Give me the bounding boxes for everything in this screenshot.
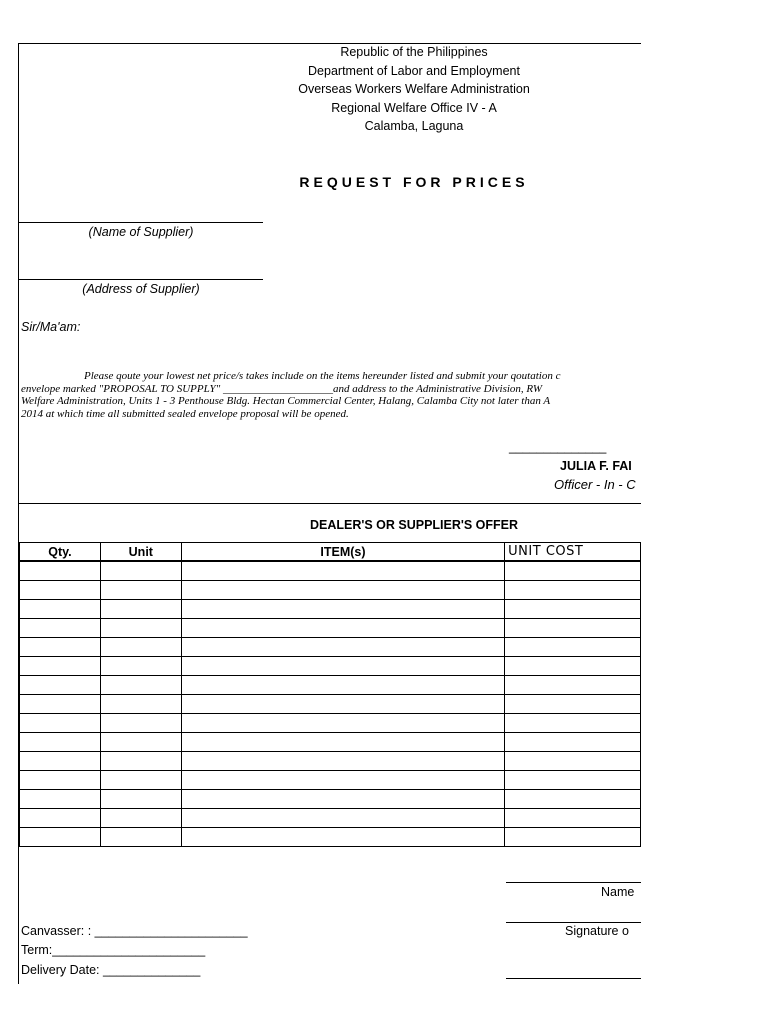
unit-cost-cell[interactable] [505,828,641,847]
unit-cost-cell[interactable] [505,581,641,600]
unit-cell[interactable] [100,752,181,771]
supplier-name-line[interactable] [19,222,263,223]
paragraph-line: envelope marked "PROPOSAL TO SUPPLY" ____________________and address to the Administrative Division, RW [21,382,543,395]
qty-cell[interactable] [20,638,101,657]
table-row [20,809,641,828]
salutation: Sir/Ma'am: [21,320,81,334]
qty-header: Qty. [20,543,101,562]
item-cell[interactable] [181,733,504,752]
item-cell[interactable] [181,752,504,771]
delivery-date-field[interactable]: Delivery Date: ______________ [21,963,201,977]
paragraph-line: Welfare Administration, Units 1 - 3 Penthouse Bldg. Hectan Commercial Center, Halang, Calamba City not later than A [21,395,551,407]
unit-cell[interactable] [100,695,181,714]
unit-cost-cell[interactable] [505,561,641,581]
signature-line[interactable] [506,922,641,923]
unit-cell[interactable] [100,828,181,847]
unit-cost-cell[interactable] [505,695,641,714]
paragraph-line: Please qoute your lowest net price/s takes include on the items hereunder listed and submit your qoutation c [84,370,561,382]
item-cell[interactable] [181,828,504,847]
qty-cell[interactable] [20,581,101,600]
unit-cell[interactable] [100,600,181,619]
table-row [20,600,641,619]
unit-cell[interactable] [100,809,181,828]
unit-header: Unit [100,543,181,562]
qty-cell[interactable] [20,828,101,847]
item-cell[interactable] [181,771,504,790]
item-cell[interactable] [181,790,504,809]
qty-cell[interactable] [20,657,101,676]
qty-cell[interactable] [20,809,101,828]
unit-cost-cell[interactable] [505,809,641,828]
name-line[interactable] [506,882,641,883]
signatory-line: ______________ [509,440,607,454]
table-row [20,771,641,790]
qty-cell[interactable] [20,676,101,695]
bottom-signature-line[interactable] [506,978,641,979]
item-cell[interactable] [181,581,504,600]
header-department: Department of Labor and Employment [308,64,520,78]
item-cell[interactable] [181,600,504,619]
item-cell[interactable] [181,657,504,676]
unit-cell[interactable] [100,771,181,790]
header-regional-office: Regional Welfare Office IV - A [331,101,497,115]
table-row [20,752,641,771]
table-row [20,619,641,638]
qty-cell[interactable] [20,561,101,581]
qty-cell[interactable] [20,600,101,619]
unit-cell[interactable] [100,676,181,695]
qty-cell[interactable] [20,771,101,790]
section-divider [19,503,641,504]
unit-cell[interactable] [100,790,181,809]
item-cell[interactable] [181,809,504,828]
qty-cell[interactable] [20,752,101,771]
unit-cost-cell[interactable] [505,619,641,638]
unit-cost-header: UNIT COST [505,543,641,562]
signature-label: Signature o [565,924,629,938]
table-row [20,581,641,600]
table-row [20,790,641,809]
items-header: ITEM(s) [181,543,504,562]
unit-cell[interactable] [100,581,181,600]
header-owwa: Overseas Workers Welfare Administration [298,82,530,96]
unit-cell[interactable] [100,638,181,657]
paragraph-line: 2014 at which time all submitted sealed envelope proposal will be opened. [21,407,349,420]
unit-cost-cell[interactable] [505,790,641,809]
name-label: Name [601,885,635,899]
unit-cost-cell[interactable] [505,714,641,733]
unit-cell[interactable] [100,561,181,581]
qty-cell[interactable] [20,619,101,638]
unit-cost-cell[interactable] [505,752,641,771]
supplier-name-label: (Name of Supplier) [88,225,194,239]
table-row [20,828,641,847]
qty-cell[interactable] [20,714,101,733]
unit-cost-cell[interactable] [505,733,641,752]
item-cell[interactable] [181,619,504,638]
item-cell[interactable] [181,676,504,695]
offer-table-body [20,561,641,847]
unit-cost-cell[interactable] [505,638,641,657]
item-cell[interactable] [181,638,504,657]
qty-cell[interactable] [20,790,101,809]
table-row [20,638,641,657]
offer-table [19,542,641,847]
header-republic: Republic of the Philippines [340,45,488,59]
offer-title: DEALER'S OR SUPPLIER'S OFFER [309,518,519,532]
unit-cost-cell[interactable] [505,676,641,695]
header-location: Calamba, Laguna [364,119,464,133]
supplier-address-line[interactable] [19,279,263,280]
qty-cell[interactable] [20,733,101,752]
table-row [20,714,641,733]
table-header-row [20,543,641,562]
unit-cost-cell[interactable] [505,771,641,790]
item-cell[interactable] [181,714,504,733]
canvasser-field[interactable]: Canvasser: : ______________________ [21,924,248,938]
unit-cell[interactable] [100,657,181,676]
table-row [20,657,641,676]
table-row [20,676,641,695]
unit-cost-cell[interactable] [505,657,641,676]
table-row [20,695,641,714]
item-cell[interactable] [181,695,504,714]
request-paragraph [21,370,641,420]
signatory-name: JULIA F. FAI [560,459,632,473]
signatory-position: Officer - In - C [554,477,636,492]
unit-cell[interactable] [100,619,181,638]
page-title: REQUEST FOR PRICES [299,174,529,190]
table-row [20,733,641,752]
unit-cost-cell[interactable] [505,600,641,619]
item-cell[interactable] [181,561,504,581]
form-frame [18,43,641,984]
supplier-address-label: (Address of Supplier) [82,282,200,296]
unit-cell[interactable] [100,714,181,733]
term-field[interactable]: Term:______________________ [21,943,206,957]
qty-cell[interactable] [20,695,101,714]
unit-cell[interactable] [100,733,181,752]
table-row [20,561,641,581]
